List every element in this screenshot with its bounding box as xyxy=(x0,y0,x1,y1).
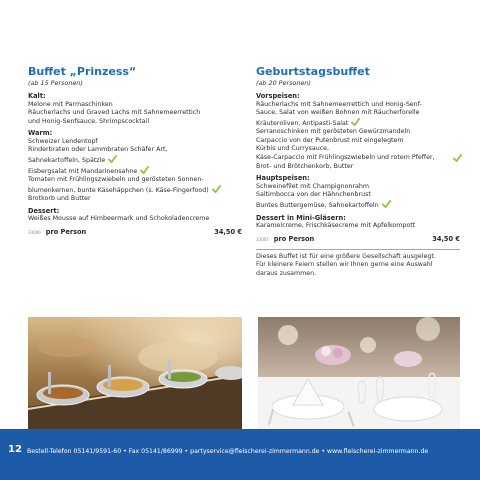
menu-line-with-check xyxy=(256,154,460,163)
menu-line-text: Eisbergsalat mit Mandarinensahne xyxy=(28,167,138,175)
footer-bar xyxy=(0,429,480,480)
menu-line: und Honig-Senfsauce, Shrimpscocktail xyxy=(28,117,150,125)
menu-line: Karamelcreme, Frischkäsecreme mit Apfelkompott xyxy=(256,222,416,230)
section-warm xyxy=(28,129,242,204)
price-value: 34,50 € xyxy=(214,228,242,237)
price-row xyxy=(28,227,242,238)
menu-line-with-check xyxy=(256,200,460,211)
menu-line-with-check xyxy=(28,166,242,177)
menu-line-text: Sahnekartoffeln, Spätzle xyxy=(28,156,106,164)
buffet-title: Geburtstagsbuffet xyxy=(256,65,370,78)
page-number: 12 xyxy=(8,444,22,455)
article-code: 33000 xyxy=(28,230,41,236)
menu-line-text: Käse-Carpaccio mit Frühlingszwiebeln und rotem Pfeffer, xyxy=(256,154,435,162)
section-heading: Kalt: xyxy=(28,92,46,100)
menu-line: Saltimbocca von der Hähnchenbrust xyxy=(256,191,371,199)
menu-line: Tomaten mit Frühlingszwiebeln und gerösteten Sonnen- xyxy=(28,176,204,184)
price-label: pro Person xyxy=(273,234,315,243)
menu-line-with-check xyxy=(256,118,460,129)
buffet-prinzess-column xyxy=(28,66,242,238)
note-line: daraus zusammen. xyxy=(256,269,317,277)
contact-line: Bestell-Telefon 05141/9591-60 • Fax 05141/86999 • partyservice@fleischerei-zimmermann.de • www.fleischerei-zimmermann.de xyxy=(27,448,429,455)
menu-line-with-check xyxy=(28,155,242,166)
section-dessert xyxy=(28,207,242,224)
check-icon xyxy=(382,200,391,208)
buffet-subtitle: (ab 15 Personen) xyxy=(28,79,83,87)
check-icon xyxy=(108,155,117,163)
section-hauptspeisen xyxy=(256,174,460,210)
menu-line-text: Kräuteroliven, Antipasti-Salat xyxy=(256,119,349,127)
note-line: Für kleinere Feiern stellen wir Ihnen gerne eine Auswahl xyxy=(256,261,433,269)
menu-line: Räucherlachs mit Sahnemeerrettich und Honig-Senf- xyxy=(256,100,422,108)
price-row xyxy=(256,234,460,245)
section-heading: Warm: xyxy=(28,129,53,138)
section-heading: Hauptspeisen: xyxy=(256,174,310,183)
menu-line: Serranoschinken mit gerösteten Gewürzmandeln xyxy=(256,128,411,136)
section-heading: Vorspeisen: xyxy=(256,92,300,100)
check-icon xyxy=(453,154,462,162)
buffet-title: Buffet „Prinzess“ xyxy=(28,65,137,78)
menu-line: Weißes Mousse auf Himbeermark und Schokoladencreme xyxy=(28,215,210,223)
section-heading: Dessert: xyxy=(28,206,60,215)
menu-line: Sauce, Salat von weißen Bohnen mit Räucherforelle xyxy=(256,109,420,117)
article-code: 33007 xyxy=(256,236,269,242)
note-line: Dieses Buffet ist für eine größere Gesellschaft ausgelegt. xyxy=(256,252,436,260)
menu-line: Räucherlachs und Graved Lachs mit Sahnemeerrettich xyxy=(28,109,201,117)
price-label: pro Person xyxy=(45,228,87,237)
menu-line-text: blumenkernen, bunte Käsehäppchen (s. Käse-Fingerfood) xyxy=(28,186,209,194)
menu-line: Carpaccio von der Putenbrust mit eingelegtem xyxy=(256,136,404,144)
section-dessert-mini xyxy=(256,214,460,231)
menu-line: Melone mit Parmaschinken xyxy=(28,100,113,108)
section-vorspeisen xyxy=(256,92,460,171)
menu-line: Brotkorb und Butter xyxy=(28,195,91,203)
check-icon xyxy=(212,185,221,193)
geburtstagsbuffet-column xyxy=(256,66,460,278)
price-value: 34,50 € xyxy=(432,234,460,243)
menu-line: Brot- und Brötchenkorb, Butter xyxy=(256,162,354,170)
buffet-subtitle: (ab 20 Personen) xyxy=(256,79,311,87)
section-kalt xyxy=(28,92,242,126)
table-setting-photo xyxy=(258,317,460,430)
menu-line: Schweinefilet mit Champignonrahm xyxy=(256,182,370,190)
menu-line: Rinderbraten oder Lammbraten Schäfer Art, xyxy=(28,146,168,154)
check-icon xyxy=(351,118,360,126)
menu-line: Schweizer Lendentopf xyxy=(28,137,98,145)
menu-line-with-check xyxy=(28,185,242,196)
menu-line-text: Buntes Buttergemüse, Sahnekartoffeln xyxy=(256,201,379,209)
buffet-note xyxy=(256,253,460,279)
check-icon xyxy=(140,166,149,174)
section-heading: Dessert in Mini-Gläsern: xyxy=(256,213,346,222)
buffet-photo xyxy=(28,317,242,430)
menu-line: Kürbis und Currysauce, xyxy=(256,145,330,153)
divider xyxy=(256,249,460,250)
